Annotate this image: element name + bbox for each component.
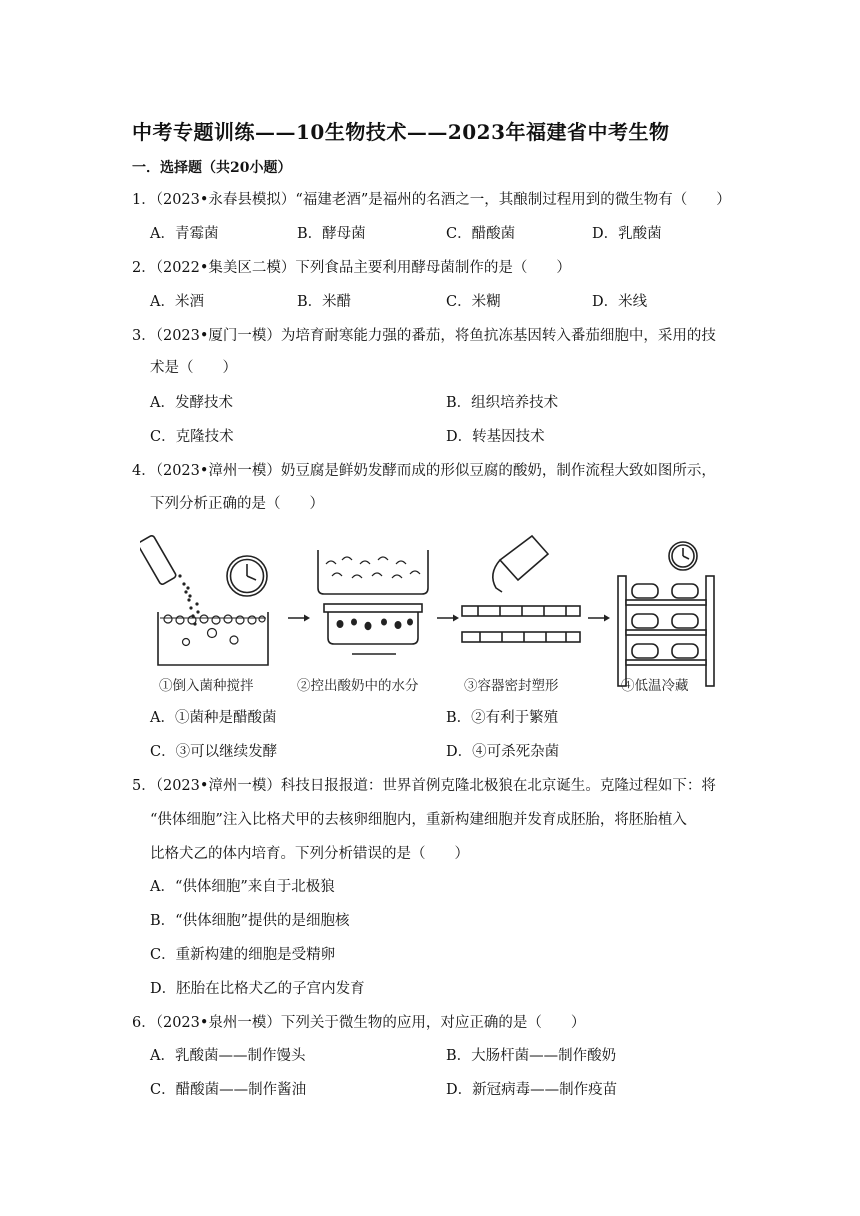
question-1-option-b: B．酵母菌 [297,226,366,242]
figure-caption-2: ②控出酸奶中的水分 [297,678,419,694]
document-title: 中考专题训练——10生物技术——2023年福建省中考生物 [132,120,670,144]
question-4-option-a: A．①菌种是醋酸菌 [150,710,277,726]
question-3-option-a: A．发酵技术 [150,395,233,411]
question-2-stem: 2．（2022•集美区二模）下列食品主要利用酵母菌制作的是（ ） [132,260,571,276]
question-4-stem-cont: 下列分析正确的是（ ） [150,496,324,512]
question-1-option-c: C．醋酸菌 [446,226,516,242]
question-6-option-c: C．醋酸菌——制作酱油 [150,1082,307,1098]
figure-caption-4: ④低温冷藏 [621,678,689,694]
question-3-stem: 3．（2023•厦门一模）为培育耐寒能力强的番茄，将鱼抗冻基因转入番茄细胞中，采用的技 [132,328,716,344]
question-5-option-c: C．重新构建的细胞是受精卵 [150,947,336,963]
question-2-option-a: A．米酒 [150,294,204,310]
panel-1-pour-culture [140,535,268,665]
question-3-option-d: D．转基因技术 [446,429,545,445]
question-1-option-a: A．青霉菌 [150,226,219,242]
panel-4-cold-storage [618,542,714,686]
question-6-stem: 6．（2023•泉州一模）下列关于微生物的应用，对应正确的是（ ） [132,1015,586,1031]
question-5-option-a: A．“供体细胞”来自于北极狼 [150,879,335,895]
question-5-stem-cont-2: 比格犬乙的体内培育。下列分析错误的是（ ） [150,846,469,862]
question-3-option-c: C．克隆技术 [150,429,234,445]
question-3-stem-cont: 术是（ ） [150,360,237,376]
question-2-option-c: C．米糊 [446,294,501,310]
question-4-stem: 4．（2023•漳州一模）奶豆腐是鲜奶发酵而成的形似豆腐的酸奶，制作流程大致如图所示， [132,463,716,479]
section-heading: 一．选择题（共20小题） [132,160,292,176]
question-4-option-c: C．③可以继续发酵 [150,744,278,760]
figure-caption-1: ①倒入菌种搅拌 [159,678,254,694]
panel-2-drain-whey [318,550,428,654]
question-1-stem: 1．（2023•永春县模拟）“福建老酒”是福州的名酒之一，其酿制过程用到的微生物有（ ） [132,192,731,208]
question-3-option-b: B．组织培养技术 [446,395,559,411]
question-2-option-b: B．米醋 [297,294,352,310]
question-5-stem: 5．（2023•漳州一模）科技日报报道：世界首例克隆北极狼在北京诞生。克隆过程如下：将 [132,778,716,794]
panel-3-seal-mould [462,536,580,642]
question-5-option-b: B．“供体细胞”提供的是细胞核 [150,913,350,929]
question-6-option-b: B．大肠杆菌——制作酸奶 [446,1048,617,1064]
question-5-stem-cont-1: “供体细胞”注入比格犬甲的去核卵细胞内，重新构建细胞并发育成胚胎，将胚胎植入 [150,812,687,828]
question-2-option-d: D．米线 [592,294,648,310]
question-4-option-b: B．②有利于繁殖 [446,710,559,726]
question-6-option-a: A．乳酸菌——制作馒头 [150,1048,306,1064]
question-6-option-d: D．新冠病毒——制作疫苗 [446,1082,618,1098]
question-1-option-d: D．乳酸菌 [592,226,662,242]
figure-caption-3: ③容器密封塑形 [464,678,559,694]
question-4-option-d: D．④可杀死杂菌 [446,744,560,760]
question-5-option-d: D．胚胎在比格犬乙的子宫内发育 [150,981,365,997]
